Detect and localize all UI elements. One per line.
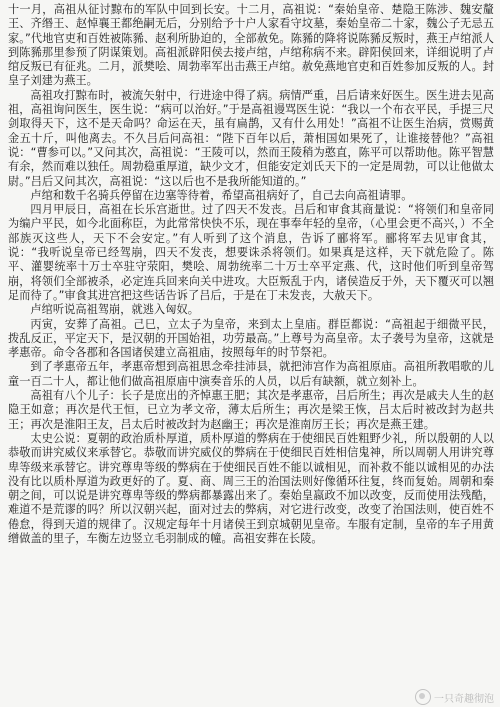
paragraph-7: 到了孝惠帝五年，孝惠帝想到高祖思念牵挂沛县，就把沛宫作为高祖原庙。高祖所教唱歌的儿童一百二十人，都让他们做高祖原庙中演奏音乐的人员，以后有缺额，就立刻补上。 — [8, 360, 494, 388]
watermark — [415, 689, 494, 705]
paragraph-6: 丙寅，安葬了高祖。己巳，立太子为皇帝，来到太上皇庙。群臣都说：“高祖起于细微平民，拨乱反正，平定天下，是汉朝的开国始祖，功劳最高。”上尊号为高皇帝。太子袭号为皇帝，这就是孝惠帝。命令各郡和各国诸侯建立高祖庙，按照每年的时节祭祀。 — [8, 317, 494, 360]
paragraph-4: 四月甲辰日，高祖在长乐宫逝世。过了四天不发丧。吕后和审食其商量说：“将领们和皇帝同为编户平民，如今北面称臣，为此常常快快不乐，现在事奉年轻的皇帝，（心里会更不高兴，）不全部族灭这些人，天下不会安定。”有人听到了这个消息，告诉了郦将军。郦将军去见审食其，说：“我听说皇帝已经驾崩，四天不发丧，想要诛杀将领们。如果真是这样，天下就危险了。陈平、灌婴统率十万士卒驻守荥阳，樊哙、周勃统率二十万士卒平定燕、代，这时他们听到皇帝驾崩，将领们全部被杀，必定连兵回来向关中进攻。大臣叛乱于内，诸侯造反于外，天下覆灭可以翘足而待了。”审食其进宫把这些话告诉了吕后，于是在丁未发丧，大赦天下。 — [8, 203, 494, 302]
watermark-text: 一只奇趣彻泡 — [434, 693, 494, 705]
paragraph-1: 十一月，高祖从征讨黥布的军队中回到长安。十二月，高祖说：“秦始皇帝、楚隐王陈涉、魏安釐王、齐缗王、赵悼襄王都绝嗣无后，分别给予十户人家看守坟墓，秦始皇帝二十家，魏公子无忌五家。”代地官吏和百姓被陈豨、赵利所胁迫的，全部赦免。陈豨的降将说陈豨反叛时，燕王卢绾派人到陈豨那里参预了阴谋策划。高祖派辟阳侯去接卢绾，卢绾称病不来。辟阳侯回来，详细说明了卢绾反叛已有征兆。二月，派樊哙、周勃率军出击燕王卢绾。赦免燕地官吏和百姓参加反叛的人。封皇子刘建为燕王。 — [8, 3, 494, 88]
paragraph-8: 高祖有八个儿子：长子是庶出的齐悼惠王肥；其次是孝惠帝，吕后所生；再次是戚夫人生的赵隐王如意；再次是代王恒，已立为孝文帝，薄太后所生；再次是梁王恢，吕太后时被改封为赵共王；再次是淮阳王友，吕太后时被改封为赵幽王；再次是淮南厉王长；再次是燕王建。 — [8, 389, 494, 431]
paragraph-2: 高祖攻打黥布时，被流矢射中，行进途中得了病。病情严重，吕后请来好医生。医生进去见高祖，高祖询问医生，医生说：“病可以治好。”于是高祖谩骂医生说：“我以一个布衣平民，手提三尺剑取得天下，这不是天命吗？命运在天，虽有扁鹊，又有什么用处！”高祖不让医生治病，赏赐黄金五十斤，叫他离去。不久吕后问高祖：“陛下百年以后，萧相国如果死了，让谁接替他？”高祖说：“曹参可以。”又问其次，高祖说：“王陵可以，然而王陵稍为憨直，陈平可以帮助他。陈平智慧有余，然而难以独任。周勃稳重厚道，缺少文才，但能安定刘氏天下的一定是周勃，可以让他做太尉。”吕后又问其次，高祖说：“这以后也不是我所能知道的。” — [8, 88, 494, 188]
document-body — [8, 3, 494, 546]
paragraph-3: 卢绾和数千名骑兵停留在边塞等待着，希望高祖病好了，自己去向高祖请罪。 — [30, 188, 413, 202]
paragraph-5: 卢绾听说高祖驾崩，就逃入匈奴。 — [30, 303, 199, 317]
paragraph-9: 太史公说：夏朝的政治质朴厚道，质朴厚道的弊病在于使细民百姓粗野少礼，所以殷朝的人以恭敬而讲究威仪来承替它。恭敬而讲究威仪的弊病在于使细民百姓相信鬼神，所以周朝人用讲究尊卑等级来承替它。讲究尊卑等级的弊病在于使细民百姓不能以诚相见，而补救不能以诚相见的办法没有比以质朴厚道为政更好的了。夏、商、周三王的治国法则好像循环往复，终而复始。周朝和秦朝之间，可以说是讲究尊卑等级的弊病都暴露出来了。秦始皇嬴政不加以改变，反而使用法残酷，难道不是荒谬的吗？所以汉朝兴起，面对过去的弊病，对它进行改变，改变了治国法则，使百姓不倦怠，得到天道的规律了。汉规定每年十月诸侯王到京城朝见皇帝。车服有定制，皇帝的车子用黄缯做盖的里子，车衡左边竖立毛羽制成的幢。高祖安葬在长陵。 — [8, 431, 494, 545]
circle-logo-icon — [415, 689, 431, 705]
